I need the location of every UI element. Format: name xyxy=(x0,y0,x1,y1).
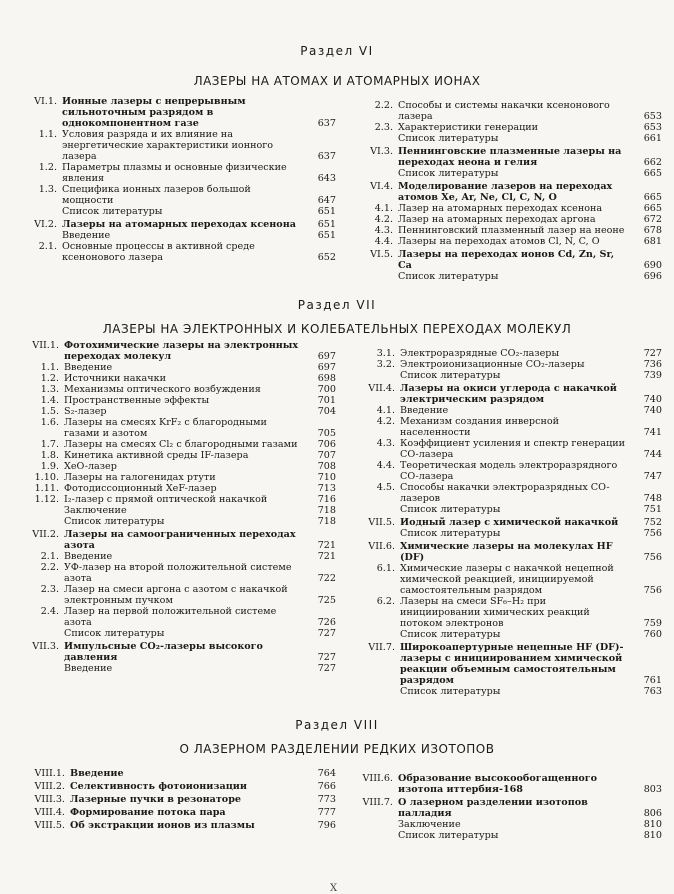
toc-entry-number: 1.7. xyxy=(40,439,59,450)
toc-entry xyxy=(342,773,662,795)
toc-entry xyxy=(14,505,336,516)
toc-entry-page: 651 xyxy=(317,206,336,217)
toc-entry-page: 740 xyxy=(643,405,662,416)
toc-entry-title: Введение xyxy=(70,768,124,779)
section-8-right-column xyxy=(342,773,662,841)
toc-entry-page: 796 xyxy=(317,820,336,831)
toc-entry-page: 725 xyxy=(317,595,336,606)
toc-entry xyxy=(14,219,336,230)
toc-entry-title: Источники накачки xyxy=(64,373,166,384)
section-6-title: ЛАЗЕРЫ НА АТОМАХ И АТОМАРНЫХ ИОНАХ xyxy=(193,74,481,88)
toc-entry xyxy=(350,642,662,686)
toc-entry-number: 4.2. xyxy=(374,214,393,225)
toc-entry-page: 756 xyxy=(643,585,662,596)
toc-entry-number: VIII.5. xyxy=(34,820,65,831)
toc-entry xyxy=(14,794,336,805)
toc-entry-number: 2.4. xyxy=(40,606,59,617)
toc-entry-number: VII.4. xyxy=(368,383,395,394)
toc-entry-page: 678 xyxy=(643,225,662,236)
toc-entry xyxy=(350,504,662,515)
toc-entry-number: 1.6. xyxy=(40,417,59,428)
toc-entry-title: Импульсные CO₂-лазеры высокого давления xyxy=(64,641,263,663)
toc-entry-title: Фотодиссоционный XeF-лазер xyxy=(64,483,217,494)
toc-entry xyxy=(14,628,336,639)
toc-entry-page: 752 xyxy=(643,517,662,528)
toc-entry-title: Параметры плазмы и основные физические явления xyxy=(62,162,287,184)
toc-entry-title: Лазеры на окиси углерода с накачкой электрическим разрядом xyxy=(400,383,617,405)
toc-entry xyxy=(14,450,336,461)
toc-entry xyxy=(350,122,662,133)
toc-entry-title: Список литературы xyxy=(400,629,501,640)
toc-entry-title: Список литературы xyxy=(400,528,501,539)
toc-entry-number: VIII.2. xyxy=(34,781,65,792)
toc-entry-number: 2.3. xyxy=(374,122,393,133)
toc-entry xyxy=(350,203,662,214)
toc-entry-page: 637 xyxy=(317,118,336,129)
toc-entry xyxy=(350,383,662,405)
toc-entry-title: Лазер на первой положительной системе азота xyxy=(64,606,277,628)
toc-entry xyxy=(14,483,336,494)
toc-entry-title: Лазеры на атомарных переходах ксенона xyxy=(62,219,296,230)
toc-entry xyxy=(350,359,662,370)
toc-entry-title: Широкоапертурные нецепные HF (DF)-лазеры с инициированием химической реакции объемным самостоятельным разрядом xyxy=(400,642,624,686)
toc-entry xyxy=(14,768,336,779)
toc-entry-title: Заключение xyxy=(64,505,127,516)
toc-entry-number: VII.1. xyxy=(32,340,59,351)
toc-entry-page: 760 xyxy=(643,629,662,640)
toc-entry xyxy=(14,384,336,395)
toc-entry-page: 696 xyxy=(643,271,662,282)
toc-entry-title: Пеннинговский плазменный лазер на неоне xyxy=(398,225,625,236)
toc-entry-number: VIII.4. xyxy=(34,807,65,818)
toc-entry xyxy=(350,686,662,697)
toc-entry-number: 4.2. xyxy=(376,416,395,427)
toc-entry-title: Лазер на атомарных переходах аргона xyxy=(398,214,596,225)
toc-entry xyxy=(350,133,662,144)
toc-entry-title: Список литературы xyxy=(400,370,501,381)
toc-entry-number: VI.5. xyxy=(370,249,393,260)
toc-entry-title: Лазер на атомарных переходах ксенона xyxy=(398,203,603,214)
toc-entry-title: S₂-лазер xyxy=(64,406,107,417)
toc-entry-page: 718 xyxy=(317,516,336,527)
toc-entry-page: 653 xyxy=(643,122,662,133)
toc-entry xyxy=(350,596,662,629)
toc-entry-number: 1.5. xyxy=(40,406,59,417)
toc-entry xyxy=(350,370,662,381)
toc-entry-number: 1.1. xyxy=(38,129,57,140)
toc-entry-number: 4.4. xyxy=(376,460,395,471)
toc-entry xyxy=(14,807,336,818)
toc-entry-page: 764 xyxy=(317,768,336,779)
toc-entry-number: 4.1. xyxy=(374,203,393,214)
toc-entry-title: Введение xyxy=(64,551,113,562)
toc-entry-title: Лазеры на переходах ионов Cd, Zn, Sr, Ca xyxy=(398,249,615,271)
toc-entry-title: Образование высокообогащенного изотопа иттербия-168 xyxy=(398,773,598,795)
toc-entry xyxy=(14,584,336,606)
toc-entry xyxy=(14,663,336,674)
toc-entry-page: 727 xyxy=(317,628,336,639)
toc-entry-page: 643 xyxy=(317,173,336,184)
toc-entry-title: Введение xyxy=(400,405,449,416)
toc-entry-page: 710 xyxy=(317,472,336,483)
toc-entry-title: Лазеры на галогенидах ртути xyxy=(64,472,216,483)
toc-entry-title: Химические лазеры с накачкой нецепной химической реакцией, инициируемой самостоятельным разрядом xyxy=(400,563,614,596)
toc-entry xyxy=(350,629,662,640)
toc-entry-number: 1.10. xyxy=(34,472,59,483)
toc-entry-page: 763 xyxy=(643,686,662,697)
toc-entry-page: 721 xyxy=(317,540,336,551)
toc-entry-page: 773 xyxy=(317,794,336,805)
toc-entry-number: 4.4. xyxy=(374,236,393,247)
toc-entry-page: 698 xyxy=(317,373,336,384)
section-6-right-column xyxy=(350,100,662,282)
toc-entry-page: 665 xyxy=(643,203,662,214)
toc-entry xyxy=(14,494,336,505)
toc-entry-number: VI.2. xyxy=(34,219,57,230)
toc-entry-page: 726 xyxy=(317,617,336,628)
toc-entry-title: Иодный лазер с химической накачкой xyxy=(400,517,619,528)
toc-entry-number: VI.3. xyxy=(370,146,393,157)
toc-entry-number: VI.4. xyxy=(370,181,393,192)
toc-entry-title: Список литературы xyxy=(400,686,501,697)
toc-entry-page: 701 xyxy=(317,395,336,406)
toc-entry-number: 1.4. xyxy=(40,395,59,406)
toc-entry-title: Лазерные пучки в резонаторе xyxy=(70,794,242,805)
toc-entry xyxy=(342,830,662,841)
toc-entry xyxy=(14,820,336,831)
toc-entry-title: Ионные лазеры с непрерывным сильноточным разрядом в однокомпонентном газе xyxy=(62,96,246,129)
toc-entry-title: I₂-лазер с прямой оптической накачкой xyxy=(64,494,268,505)
toc-entry-number: 1.3. xyxy=(40,384,59,395)
toc-entry-title: Список литературы xyxy=(398,168,499,179)
toc-entry-page: 727 xyxy=(643,348,662,359)
toc-entry-number: VII.6. xyxy=(368,541,395,552)
toc-entry-page: 706 xyxy=(317,439,336,450)
toc-entry xyxy=(350,348,662,359)
toc-entry xyxy=(14,362,336,373)
toc-entry-title: Список литературы xyxy=(62,206,163,217)
toc-entry xyxy=(350,181,662,203)
toc-entry-title: XeO-лазер xyxy=(64,461,117,472)
toc-entry-page: 806 xyxy=(643,808,662,819)
toc-entry xyxy=(14,162,336,184)
toc-entry-page: 736 xyxy=(643,359,662,370)
toc-entry-page: 777 xyxy=(317,807,336,818)
toc-entry xyxy=(14,472,336,483)
toc-entry xyxy=(14,551,336,562)
toc-entry xyxy=(350,168,662,179)
toc-entry-title: Механизмы оптического возбуждения xyxy=(64,384,261,395)
toc-entry xyxy=(14,373,336,384)
toc-entry-title: Лазеры на смесях Cl₂ с благородными газами xyxy=(64,439,298,450)
toc-entry xyxy=(350,528,662,539)
toc-entry xyxy=(14,606,336,628)
section-7-right-column xyxy=(350,348,662,697)
toc-entry-page: 713 xyxy=(317,483,336,494)
toc-entry xyxy=(14,641,336,663)
toc-entry xyxy=(350,100,662,122)
toc-entry-number: 2.2. xyxy=(40,562,59,573)
toc-entry-title: Электроионизационные CO₂-лазеры xyxy=(400,359,585,370)
toc-entry-title: Введение xyxy=(62,230,111,241)
toc-entry xyxy=(350,563,662,596)
toc-entry-title: О лазерном разделении изотопов палладия xyxy=(398,797,588,819)
toc-entry-number: 4.3. xyxy=(376,438,395,449)
toc-entry-page: 761 xyxy=(643,675,662,686)
section-8-title: О ЛАЗЕРНОМ РАЗДЕЛЕНИИ РЕДКИХ ИЗОТОПОВ xyxy=(179,742,495,756)
toc-entry-title: Лазер на смеси аргона с азотом с накачкой электронным пучком xyxy=(64,584,288,606)
toc-entry-page: 741 xyxy=(643,427,662,438)
toc-entry-page: 722 xyxy=(317,573,336,584)
toc-entry-page: 653 xyxy=(643,111,662,122)
toc-entry-number: 1.1. xyxy=(40,362,59,373)
toc-entry xyxy=(350,482,662,504)
toc-entry-title: Формирование потока пара xyxy=(70,807,226,818)
toc-entry xyxy=(350,214,662,225)
toc-entry-number: 3.2. xyxy=(376,359,395,370)
toc-entry-page: 718 xyxy=(317,505,336,516)
toc-entry-title: Химические лазеры на молекулах HF (DF) xyxy=(400,541,613,563)
toc-entry-number: VII.2. xyxy=(32,529,59,540)
toc-entry-title: Список литературы xyxy=(398,133,499,144)
toc-entry-page: 810 xyxy=(643,819,662,830)
toc-entry-page: 756 xyxy=(643,552,662,563)
toc-entry-title: Специфика ионных лазеров большой мощности xyxy=(62,184,251,206)
toc-entry-page: 681 xyxy=(643,236,662,247)
toc-entry-title: Моделирование лазеров на переходах атомов Xe, Ar, Ne, Cl, C, N, O xyxy=(398,181,613,203)
toc-entry-number: 6.1. xyxy=(376,563,395,574)
toc-entry-page: 697 xyxy=(317,351,336,362)
toc-entry-title: Способы накачки электроразрядных CO-лазеров xyxy=(400,482,610,504)
toc-entry-title: Фотохимические лазеры на электронных переходах молекул xyxy=(64,340,299,362)
toc-entry-page: 716 xyxy=(317,494,336,505)
toc-entry-page: 697 xyxy=(317,362,336,373)
toc-entry xyxy=(14,206,336,217)
toc-entry xyxy=(350,236,662,247)
section-7-left-column xyxy=(14,340,336,674)
toc-entry xyxy=(14,439,336,450)
toc-entry xyxy=(342,797,662,819)
toc-entry-number: 4.1. xyxy=(376,405,395,416)
section-8-left-column xyxy=(14,768,336,831)
toc-entry-page: 748 xyxy=(643,493,662,504)
toc-entry xyxy=(14,96,336,129)
toc-entry-page: 721 xyxy=(317,551,336,562)
toc-entry xyxy=(350,405,662,416)
toc-entry-title: Список литературы xyxy=(398,830,499,841)
toc-entry-number: 1.11. xyxy=(34,483,59,494)
toc-entry-number: 3.1. xyxy=(376,348,395,359)
toc-entry-number: 2.1. xyxy=(38,241,57,252)
toc-entry-number: 2.3. xyxy=(40,584,59,595)
toc-entry-title: Список литературы xyxy=(64,516,165,527)
toc-entry xyxy=(14,395,336,406)
toc-entry-page: 700 xyxy=(317,384,336,395)
toc-entry-page: 708 xyxy=(317,461,336,472)
toc-entry-page: 704 xyxy=(317,406,336,417)
toc-entry-number: 1.8. xyxy=(40,450,59,461)
toc-entry xyxy=(14,129,336,162)
toc-entry xyxy=(14,417,336,439)
toc-entry-page: 759 xyxy=(643,618,662,629)
toc-entry-number: 2.1. xyxy=(40,551,59,562)
toc-entry-page: 707 xyxy=(317,450,336,461)
toc-entry-title: Условия разряда и их влияние на энергетические характеристики ионного лазера xyxy=(62,129,274,162)
toc-entry xyxy=(14,241,336,263)
page-marker: X xyxy=(330,883,338,894)
toc-entry-page: 637 xyxy=(317,151,336,162)
toc-entry xyxy=(350,517,662,528)
toc-entry-page: 665 xyxy=(643,192,662,203)
toc-entry xyxy=(350,225,662,236)
toc-entry-number: 1.2. xyxy=(38,162,57,173)
section-7-title: ЛАЗЕРЫ НА ЭЛЕКТРОННЫХ И КОЛЕБАТЕЛЬНЫХ ПЕРЕХОДАХ МОЛЕКУЛ xyxy=(102,322,572,336)
toc-entry xyxy=(350,146,662,168)
toc-entry-number: VIII.6. xyxy=(362,773,393,784)
toc-entry-page: 727 xyxy=(317,663,336,674)
toc-entry-number: VII.7. xyxy=(368,642,395,653)
toc-entry-page: 766 xyxy=(317,781,336,792)
toc-entry-page: 744 xyxy=(643,449,662,460)
section-8-label: Раздел VIII xyxy=(295,718,379,732)
toc-entry-page: 661 xyxy=(643,133,662,144)
toc-entry-title: УФ-лазер на второй положительной системе азота xyxy=(64,562,292,584)
toc-entry-title: Лазеры на переходах атомов Cl, N, C, O xyxy=(398,236,600,247)
toc-entry xyxy=(350,271,662,282)
toc-entry xyxy=(14,516,336,527)
toc-entry-title: Способы и системы накачки ксенонового лазера xyxy=(398,100,610,122)
toc-entry-page: 747 xyxy=(643,471,662,482)
toc-entry-title: Список литературы xyxy=(400,504,501,515)
toc-entry-title: Введение xyxy=(64,663,113,674)
toc-entry-page: 705 xyxy=(317,428,336,439)
toc-entry-number: VII.5. xyxy=(368,517,395,528)
toc-entry xyxy=(14,529,336,551)
toc-entry-page: 751 xyxy=(643,504,662,515)
toc-entry-title: Кинетика активной среды IF-лазера xyxy=(64,450,249,461)
toc-entry-title: Список литературы xyxy=(64,628,165,639)
toc-entry-page: 662 xyxy=(643,157,662,168)
toc-entry-number: 4.5. xyxy=(376,482,395,493)
toc-entry-page: 651 xyxy=(317,219,336,230)
toc-entry xyxy=(350,460,662,482)
toc-entry xyxy=(14,340,336,362)
toc-entry xyxy=(14,562,336,584)
toc-entry-page: 810 xyxy=(643,830,662,841)
toc-entry xyxy=(14,184,336,206)
section-6-label: Раздел VI xyxy=(300,44,374,58)
toc-entry-title: Лазеры на смесях KrF₂ с благородными газами и азотом xyxy=(64,417,267,439)
toc-entry-title: Коэффициент усиления и спектр генерации CO-лазера xyxy=(400,438,626,460)
toc-entry xyxy=(350,438,662,460)
toc-entry-title: Селективность фотоионизации xyxy=(70,781,248,792)
toc-entry-title: Введение xyxy=(64,362,113,373)
toc-entry xyxy=(14,406,336,417)
toc-entry-number: 4.3. xyxy=(374,225,393,236)
toc-entry-title: Пространственные эффекты xyxy=(64,395,210,406)
toc-entry-page: 672 xyxy=(643,214,662,225)
toc-entry-page: 651 xyxy=(317,230,336,241)
section-7-label: Раздел VII xyxy=(297,298,377,312)
toc-entry-page: 647 xyxy=(317,195,336,206)
toc-entry-number: 1.2. xyxy=(40,373,59,384)
toc-entry-number: 1.12. xyxy=(34,494,59,505)
toc-entry-title: Пеннинговские плазменные лазеры на переходах неона и гелия xyxy=(398,146,622,168)
toc-entry-title: Электроразрядные CO₂-лазеры xyxy=(400,348,560,359)
toc-entry-title: Об экстракции ионов из плазмы xyxy=(70,820,255,831)
toc-entry-number: VIII.3. xyxy=(34,794,65,805)
toc-entry xyxy=(14,781,336,792)
toc-entry-title: Основные процессы в активной среде ксенонового лазера xyxy=(62,241,255,263)
toc-entry-title: Теоретическая модель электроразрядного CO-лазера xyxy=(400,460,618,482)
toc-entry-page: 739 xyxy=(643,370,662,381)
toc-entry-number: VII.3. xyxy=(32,641,59,652)
toc-entry-number: 6.2. xyxy=(376,596,395,607)
toc-entry xyxy=(350,249,662,271)
toc-entry-page: 690 xyxy=(643,260,662,271)
toc-entry-title: Лазеры на смеси SF₆–H₂ при инициировании химических реакций потоком электронов xyxy=(400,596,590,629)
toc-entry-number: VIII.1. xyxy=(34,768,65,779)
toc-entry-number: 2.2. xyxy=(374,100,393,111)
toc-entry-number: VIII.7. xyxy=(362,797,393,808)
toc-entry-title: Лазеры на самоограниченных переходах азота xyxy=(64,529,296,551)
toc-entry-page: 652 xyxy=(317,252,336,263)
toc-entry xyxy=(342,819,662,830)
toc-entry-title: Список литературы xyxy=(398,271,499,282)
toc-entry-title: Механизм создания инверсной населенности xyxy=(400,416,560,438)
toc-entry-title: Характеристики генерации xyxy=(398,122,539,133)
toc-entry-number: 1.3. xyxy=(38,184,57,195)
toc-entry-page: 727 xyxy=(317,652,336,663)
section-6-left-column xyxy=(14,96,336,263)
toc-entry-number: VI.1. xyxy=(34,96,57,107)
toc-entry-page: 740 xyxy=(643,394,662,405)
toc-entry-page: 803 xyxy=(643,784,662,795)
toc-entry xyxy=(350,416,662,438)
toc-entry-number: 1.9. xyxy=(40,461,59,472)
toc-entry-page: 665 xyxy=(643,168,662,179)
toc-entry xyxy=(350,541,662,563)
toc-entry-page: 756 xyxy=(643,528,662,539)
toc-entry xyxy=(14,230,336,241)
toc-entry-title: Заключение xyxy=(398,819,461,830)
toc-entry xyxy=(14,461,336,472)
